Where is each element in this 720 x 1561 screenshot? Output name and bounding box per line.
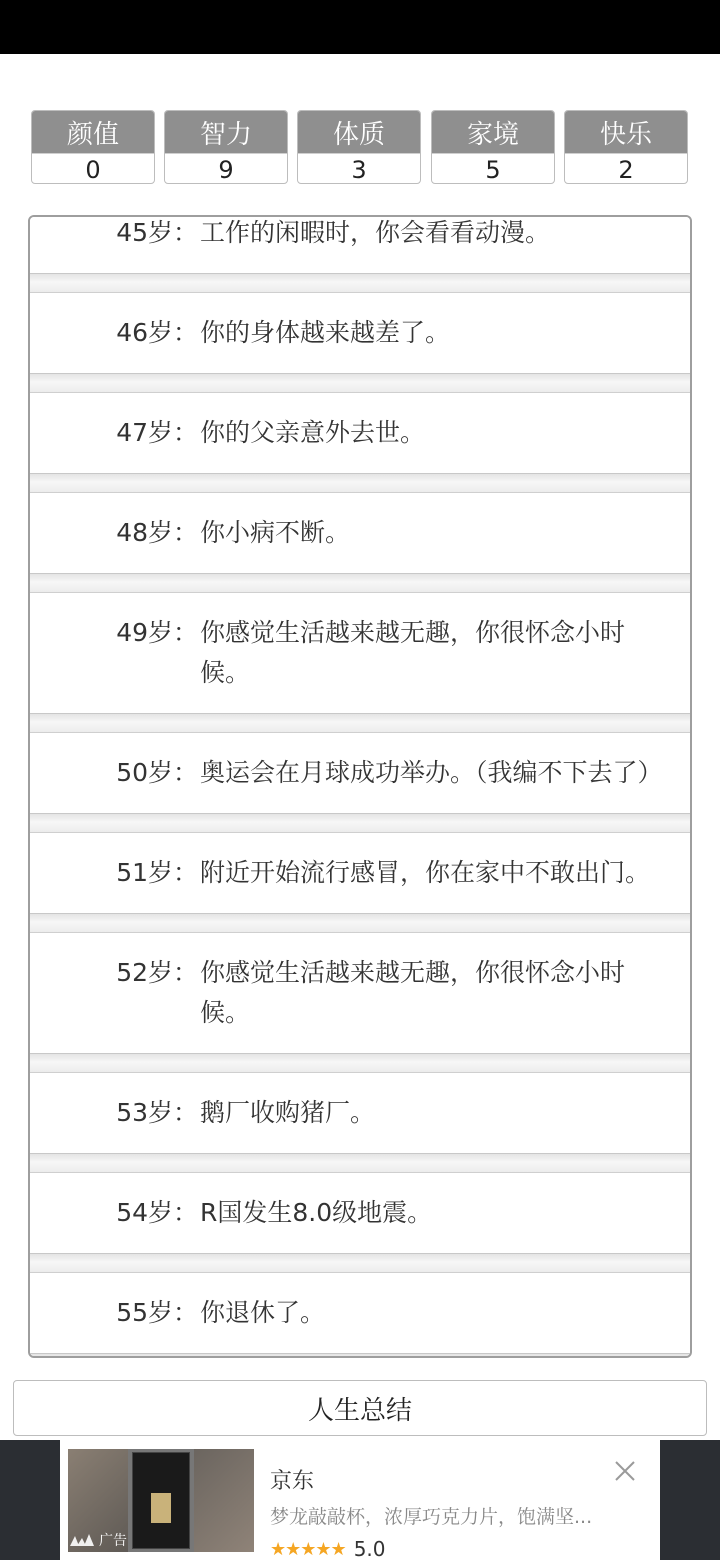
log-entry-line: 工作的闲暇时，你会看看动漫。 <box>200 218 551 247</box>
stat-box <box>164 110 288 184</box>
log-entry-text <box>198 613 670 693</box>
log-separator <box>30 814 690 833</box>
log-separator <box>30 274 690 293</box>
log-entry-age: 47岁： <box>116 418 198 447</box>
log-entry-text <box>198 413 670 453</box>
status-bar <box>0 0 720 54</box>
ad-logo-icon <box>70 1534 96 1546</box>
log-entry-line: 奥运会在月球成功举办。（我编不下去了） <box>200 758 663 787</box>
log-entry <box>30 1273 690 1354</box>
close-icon[interactable] <box>612 1458 638 1484</box>
log-entry-age: 53岁： <box>116 1098 198 1127</box>
life-log[interactable] <box>28 215 692 1358</box>
log-entry <box>30 1173 690 1254</box>
stat-value: 9 <box>165 153 287 184</box>
ad-badge-label: 广告 <box>99 1533 127 1549</box>
log-entry-line: 你小病不断。 <box>200 518 351 547</box>
log-entry <box>30 293 690 374</box>
log-entry-line: 你退休了。 <box>200 1298 326 1327</box>
log-separator <box>30 574 690 593</box>
stat-value: 2 <box>565 153 687 184</box>
stat-label: 体质 <box>298 111 420 153</box>
ad-rating <box>270 1537 386 1561</box>
log-entry-age: 55岁： <box>116 1298 198 1327</box>
ad-poster <box>132 1452 190 1549</box>
log-entry-line: 你的父亲意外去世。 <box>200 418 426 447</box>
stat-value: 0 <box>32 153 154 184</box>
log-entry-age: 48岁： <box>116 518 198 547</box>
log-entry-age: 54岁： <box>116 1198 198 1227</box>
attribute-panel <box>31 110 689 186</box>
log-entry-text <box>198 1193 670 1233</box>
log-entry-line: 你的身体越来越差了。 <box>200 318 451 347</box>
log-entry-age: 51岁： <box>116 858 198 887</box>
log-entry <box>30 933 690 1054</box>
log-entry-text <box>198 753 670 793</box>
ad-image-blur-right <box>194 1449 254 1552</box>
log-entry-line: 鹅厂收购猪厂。 <box>200 1098 376 1127</box>
log-separator <box>30 1254 690 1273</box>
log-separator <box>30 1354 690 1358</box>
ad-poster-art <box>151 1493 171 1523</box>
log-entry-line: 你感觉生活越来越无趣，你很怀念小时候。 <box>200 618 626 687</box>
log-entry-age: 45岁： <box>116 218 198 247</box>
log-separator <box>30 1054 690 1073</box>
log-entry-text <box>198 953 670 1033</box>
log-entry-line: 你感觉生活越来越无趣，你很怀念小时候。 <box>200 958 626 1027</box>
rating-stars-icon: ★★★★★ <box>270 1538 346 1560</box>
ad-badge <box>70 1530 127 1550</box>
log-separator <box>30 714 690 733</box>
life-summary-button[interactable]: 人生总结 <box>13 1380 707 1436</box>
log-entry <box>30 593 690 714</box>
log-entry-text <box>198 313 670 353</box>
log-separator <box>30 474 690 493</box>
log-entry <box>30 393 690 474</box>
stat-box <box>431 110 555 184</box>
log-entry-age: 49岁： <box>116 618 198 647</box>
log-entry-age: 46岁： <box>116 318 198 347</box>
ad-title[interactable]: 京东 <box>270 1469 315 1494</box>
stat-box <box>31 110 155 184</box>
stat-label: 快乐 <box>565 111 687 153</box>
log-entry-text <box>198 1093 670 1133</box>
stat-label: 颜值 <box>32 111 154 153</box>
log-entry <box>30 833 690 914</box>
log-entry-text <box>198 853 670 893</box>
ad-description[interactable]: 梦龙敲敲杯，浓厚巧克力片，饱满坚... <box>270 1506 593 1528</box>
life-log-list <box>30 215 690 1358</box>
log-separator <box>30 914 690 933</box>
log-separator <box>30 1154 690 1173</box>
log-entry-line: 附近开始流行感冒，你在家中不敢出门。 <box>200 858 651 887</box>
log-entry-age: 52岁： <box>116 958 198 987</box>
log-entry-text <box>198 513 670 553</box>
stat-value: 3 <box>298 153 420 184</box>
ad-image[interactable] <box>68 1449 254 1552</box>
log-entry-text <box>198 215 670 253</box>
log-entry-age: 50岁： <box>116 758 198 787</box>
stat-value: 5 <box>432 153 554 184</box>
stat-label: 智力 <box>165 111 287 153</box>
log-entry <box>30 493 690 574</box>
log-entry <box>30 1073 690 1154</box>
log-entry <box>30 733 690 814</box>
log-entry-line: R国发生8.0级地震。 <box>200 1198 433 1227</box>
log-separator <box>30 374 690 393</box>
stat-label: 家境 <box>432 111 554 153</box>
stat-box <box>297 110 421 184</box>
log-entry <box>30 215 690 274</box>
ad-banner[interactable] <box>60 1440 660 1560</box>
rating-value: 5.0 <box>353 1537 386 1561</box>
log-entry-text <box>198 1293 670 1333</box>
stat-box <box>564 110 688 184</box>
